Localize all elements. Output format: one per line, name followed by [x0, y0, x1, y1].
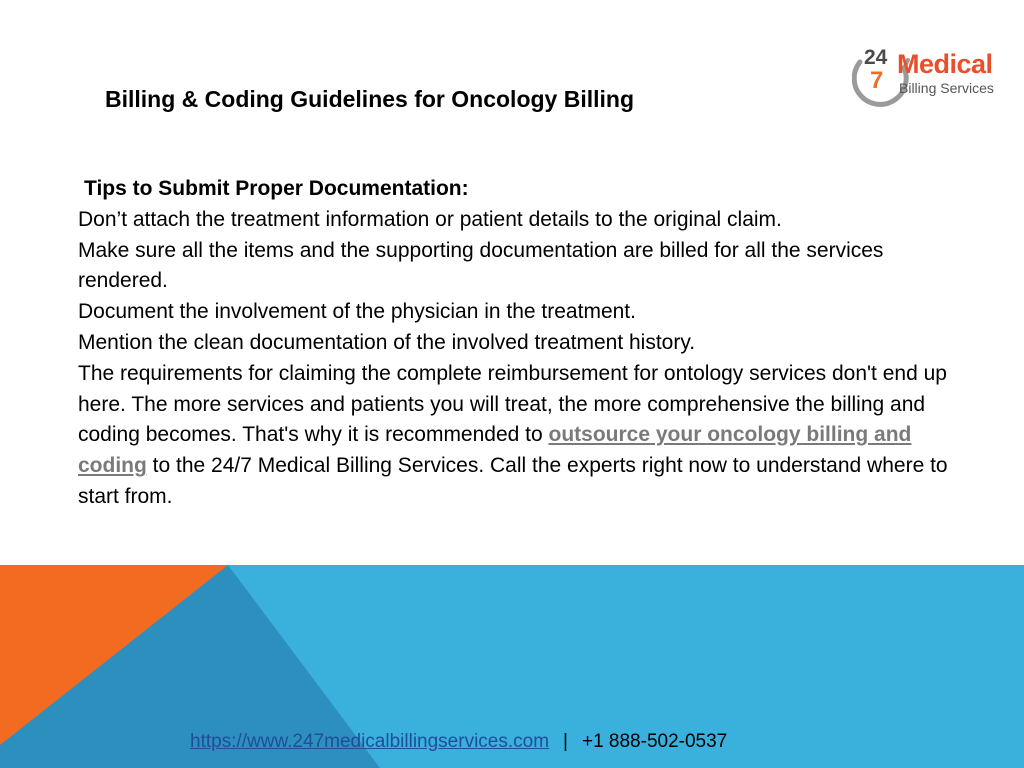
tip-paragraph: Mention the clean documentation of the involved treatment history. — [78, 330, 696, 354]
closing-text-before-link: The requirements for claiming the complete reimbursement for ontology services don't end up here. The more services and patients you will treat, the more comprehensive the billing and coding becomes. That's why it is recommended to — [78, 361, 947, 447]
closing-paragraph — [78, 359, 958, 513]
website-link[interactable]: https://www.247medicalbillingservices.com — [190, 731, 550, 752]
logo-number-top: 24 — [864, 46, 888, 69]
footer-contact — [190, 731, 727, 753]
footer-separator: | — [563, 731, 568, 752]
slide-content — [78, 174, 958, 513]
closing-text-after-link: to the 24/7 Medical Billing Services. Call the experts right now to understand where to start from. — [78, 454, 948, 508]
tips-heading: Tips to Submit Proper Documentation: — [84, 177, 469, 200]
logo-brand: Medical — [897, 49, 993, 79]
logo-subtitle: Billing Services — [899, 80, 994, 96]
tip-paragraph: Don’t attach the treatment information or patient details to the original claim. — [78, 207, 782, 231]
tip-paragraph: Document the involvement of the physician in the treatment. — [78, 300, 636, 324]
tip-paragraph: Make sure all the items and the supporting documentation are billed for all the services rendered. — [78, 238, 884, 293]
phone-number: +1 888-502-0537 — [581, 731, 728, 752]
outsource-billing-link[interactable]: outsource your oncology billing and coding — [78, 423, 912, 478]
slide-title: Billing & Coding Guidelines for Oncology Billing — [105, 86, 634, 112]
company-logo — [852, 48, 1012, 118]
logo-number-bottom: 7 — [870, 67, 884, 94]
